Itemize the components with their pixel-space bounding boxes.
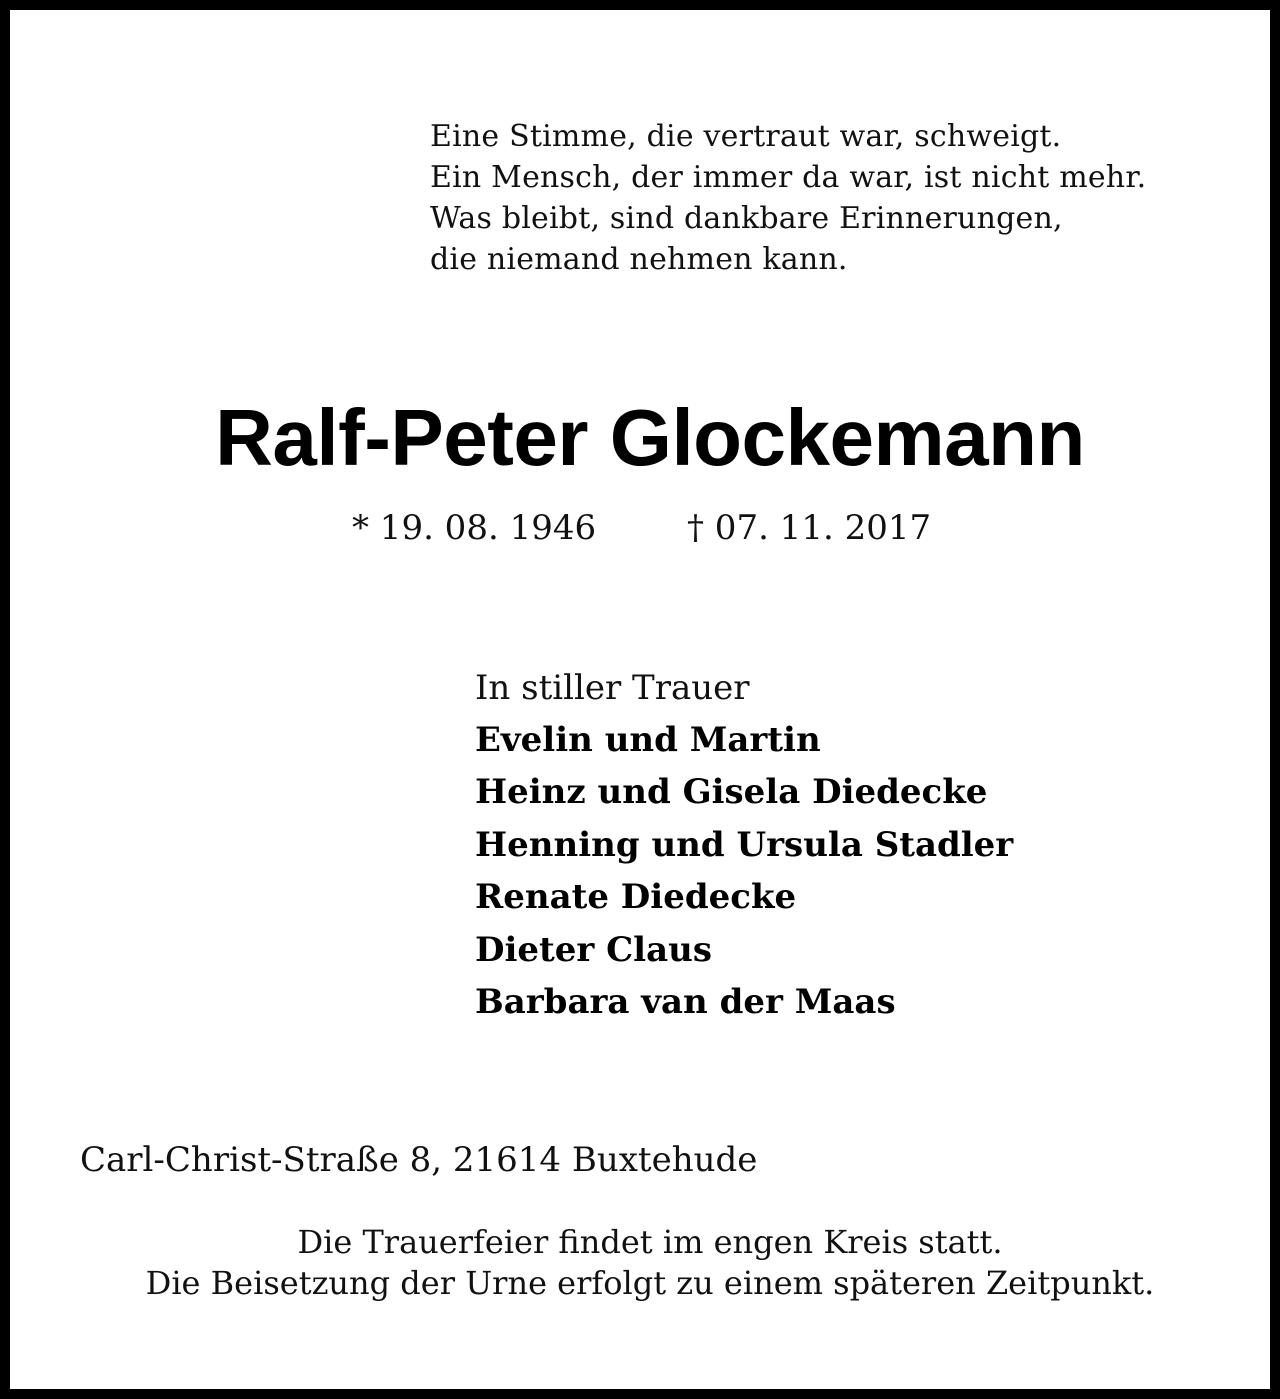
notice-line: Die Beisetzung der Urne erfolgt zu einem späteren Zeitpunkt.: [145, 1264, 1155, 1302]
notice-line: Die Trauerfeier findet im engen Kreis statt.: [297, 1223, 1003, 1261]
mourner-name: Evelin und Martin: [475, 720, 821, 760]
funeral-notice: [10, 1222, 1280, 1304]
address: Carl-Christ-Straße 8, 21614 Buxtehude: [80, 1140, 758, 1180]
mourner-name: Barbara van der Maas: [475, 982, 896, 1023]
mourner-name: Dieter Claus: [475, 929, 712, 970]
death-date: † 07. 11. 2017: [687, 508, 932, 548]
mourner-name: Renate Diedecke: [475, 877, 797, 918]
poem-line: Was bleibt, sind dankbare Erinnerungen,: [430, 201, 1063, 236]
deceased-name: Ralf-Peter Glockemann: [215, 393, 1085, 482]
mourners-block: [475, 662, 1013, 1028]
poem: [430, 116, 1146, 280]
poem-line: Ein Mensch, der immer da war, ist nicht mehr.: [430, 160, 1147, 195]
poem-line: die niemand nehmen kann.: [430, 242, 848, 277]
mourner-name: Heinz und Gisela Diedecke: [475, 772, 988, 813]
mourners-intro: In stiller Trauer: [475, 668, 750, 708]
birth-date: * 19. 08. 1946: [352, 508, 597, 548]
mourner-name: Henning und Ursula Stadler: [475, 824, 1014, 865]
poem-line: Eine Stimme, die vertraut war, schweigt.: [430, 119, 1062, 154]
